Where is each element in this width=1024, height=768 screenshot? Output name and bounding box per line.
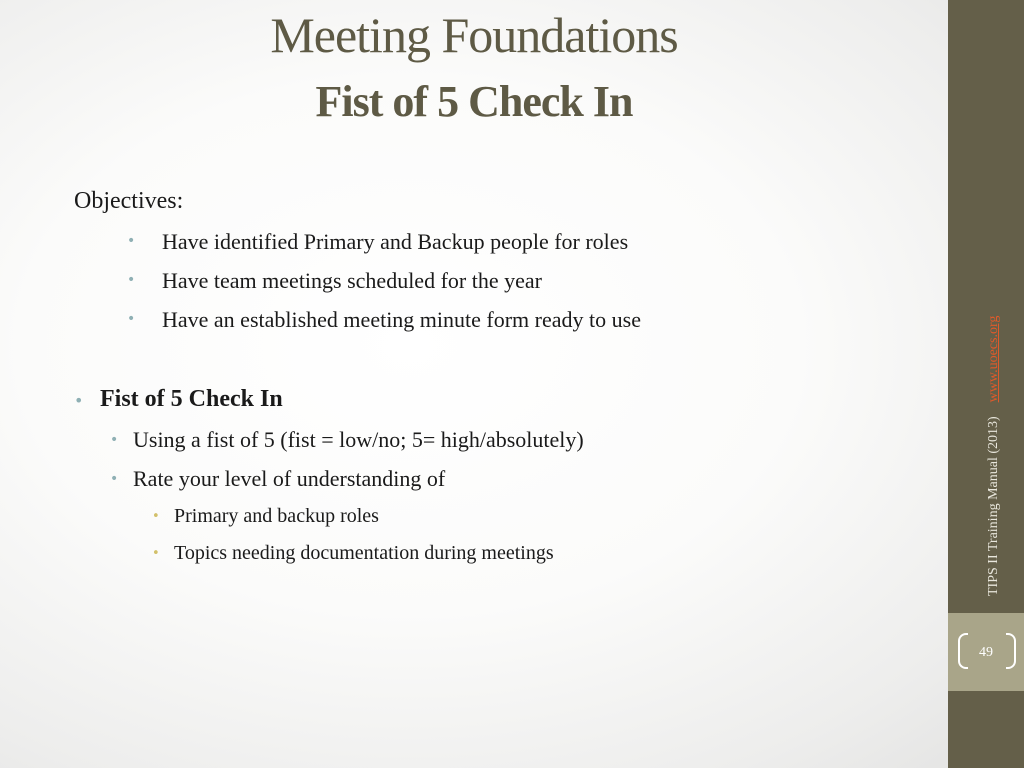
slide-subtitle: Fist of 5 Check In — [315, 77, 633, 126]
bullet-icon: • — [127, 233, 136, 249]
bullet-icon: • — [127, 272, 136, 288]
objectives-heading: Objectives: — [74, 188, 184, 214]
checkin-subitem-1: Primary and backup roles — [174, 505, 379, 527]
page-number: 49 — [979, 645, 993, 660]
bullet-icon: • — [110, 432, 119, 448]
bullet-icon: • — [127, 311, 136, 327]
bullet-icon: • — [110, 471, 119, 487]
objective-item-3: Have an established meeting minute form ready to use — [162, 307, 641, 332]
right-brace-icon — [1006, 633, 1016, 669]
source-label: TIPS II Training Manual (2013) — [986, 416, 1001, 596]
page-number-box — [948, 613, 1024, 691]
bullet-icon: • — [74, 391, 84, 410]
checkin-item-2: Rate your level of understanding of — [133, 466, 446, 491]
objective-item-1: Have identified Primary and Backup people for roles — [162, 229, 629, 254]
bullet-icon: • — [152, 509, 160, 524]
objective-item-2: Have team meetings scheduled for the year — [162, 268, 542, 293]
sidebar-footer — [986, 316, 1002, 596]
slide-title: Meeting Foundations — [270, 7, 678, 63]
checkin-subitem-2: Topics needing documentation during meetings — [174, 542, 554, 564]
website-link[interactable]: www.uoecs.org — [986, 315, 1001, 403]
bullet-icon: • — [152, 546, 160, 561]
checkin-heading: Fist of 5 Check In — [100, 386, 283, 412]
checkin-item-1: Using a fist of 5 (fist = low/no; 5= high/absolutely) — [133, 427, 584, 452]
